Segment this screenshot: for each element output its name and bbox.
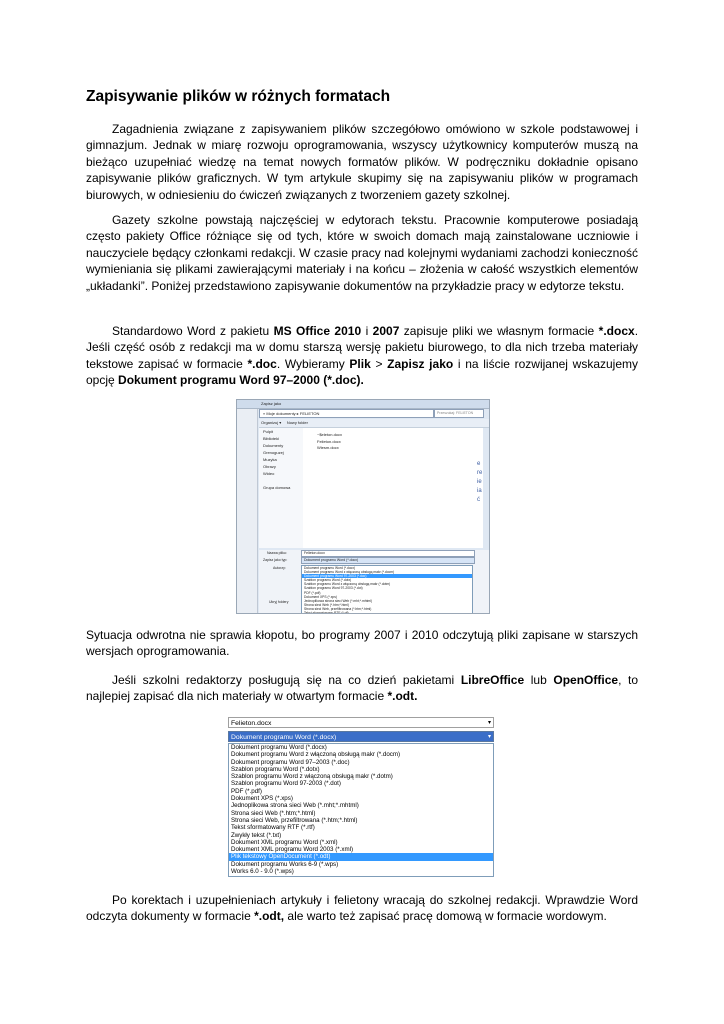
bold-text: 2007 — [372, 324, 400, 338]
format-option[interactable]: Dokument XML programu Word (*.xml) — [231, 838, 338, 846]
format-select-value: Dokument programu Word (*.docx) — [231, 734, 337, 741]
text: Jeśli szkolni redaktorzy posługują się na co dzień pakietami — [112, 673, 461, 687]
save-type-option[interactable]: Jednoplikowa strona sieci Web (*.mht;*.mhtml) — [304, 598, 373, 603]
file-item[interactable]: ~$eleton.docx — [317, 432, 343, 437]
filename-value: Felieton.docx — [231, 720, 272, 727]
text: i na liście rozwijanej wskazujemy opcję — [86, 356, 639, 388]
format-option[interactable]: Works 6.0 - 9.0 (*.wps) — [231, 868, 294, 876]
format-select[interactable] — [228, 731, 494, 742]
document-right-edge — [477, 460, 482, 505]
save-type-label: Zapisz jako typ: — [263, 558, 288, 562]
text: , to najlepiej zapisać dla nich materiały w otwartym formacie — [86, 673, 638, 704]
text: i — [361, 324, 373, 338]
nav-item[interactable]: Muzyka — [263, 457, 277, 462]
save-type-option[interactable]: Szablon programu Word 97-2003 (*.dot) — [304, 586, 363, 591]
save-type-option[interactable]: Tekst sformatowany RTF (*.rtf) — [304, 611, 349, 614]
address-bar[interactable]: « Moje dokumenty ▸ FELIETON — [259, 409, 434, 418]
text: Standardowo Word z pakietu — [112, 324, 274, 338]
nav-item[interactable]: Pulpit — [263, 429, 274, 434]
save-type-option[interactable]: Dokument programu Word 97-2003 (*.doc) — [302, 574, 472, 578]
nav-item[interactable]: Dokumenty — [263, 443, 284, 448]
save-type-option[interactable]: Dokument programu Word (*.docx) — [304, 566, 356, 570]
format-option[interactable]: Szablon programu Word z włączoną obsługą makr (*.dotm) — [231, 773, 393, 781]
paragraph-4: Sytuacja odwrotna nie sprawia kłopotu, bo programy 2007 i 2010 odczytują pliki zapisane w starszych wersjach oprogramowania. — [86, 628, 638, 659]
bold-text: *.odt. — [387, 689, 418, 704]
file-list — [303, 428, 483, 548]
page-title: Zapisywanie plików w różnych formatach — [86, 88, 391, 105]
chevron-down-icon: ▾ — [487, 734, 491, 740]
text: . Jeśli część osób z redakcji ma w domu starszą wersję pakietu biurowego, to dla nich trzeba materiały tekstowe zapisać w formacie — [86, 324, 639, 371]
format-option[interactable]: Zwykły tekst (*.txt) — [231, 831, 282, 839]
text: lub — [524, 673, 554, 687]
save-type-option[interactable]: Szablon programu Word (*.dotx) — [304, 578, 352, 583]
text: ale warto też zapisać pracę domową w formacie wordowym. — [284, 909, 607, 924]
filename-input[interactable]: Felieton.docx — [301, 550, 475, 557]
format-option[interactable]: Szablon programu Word (*.dotx) — [231, 765, 320, 773]
file-item[interactable]: Wiesm.docx — [317, 445, 339, 450]
format-dropdown-screenshot — [226, 715, 498, 878]
bold-text: MS Office 2010 — [273, 324, 362, 338]
bold-text: Zapisz jako — [387, 356, 454, 371]
dialog-toolbar — [259, 419, 490, 428]
file-item[interactable]: Felieton.docx — [317, 438, 341, 444]
save-type-option[interactable]: Strona sieci Web, przefiltrowana (*.htm;*.html) — [304, 606, 372, 611]
hide-folders-button[interactable]: Ukryj foldery — [269, 600, 289, 604]
format-list — [228, 743, 494, 877]
chevron-down-icon: ▾ — [487, 720, 491, 726]
nav-item[interactable]: Biblioteki — [263, 436, 280, 441]
paragraph-5 — [86, 672, 638, 705]
text: zapisuje pliki we własnym formacie — [399, 324, 599, 338]
text: Po korektach i uzupełnieniach artykuły i felietony wracają do szkolnej redakcji. Wprawdzie Word odczyta dokumenty w formacie — [86, 893, 638, 924]
format-option[interactable]: Dokument programu Word 97–2003 (*.doc) — [231, 758, 350, 766]
format-option[interactable]: Szablon programu Word 97-2003 (*.dot) — [231, 780, 341, 788]
format-option[interactable]: Strona sieci Web, przefiltrowana (*.htm;*.html) — [231, 816, 358, 824]
bold-text: *.docx — [598, 324, 635, 338]
authors-label: Autorzy: — [273, 566, 286, 570]
format-option[interactable]: Dokument programu Word (*.docx) — [231, 744, 327, 751]
search-placeholder: Przeszukaj: FELIETON — [437, 411, 474, 415]
bold-text: LibreOffice — [460, 673, 525, 687]
text: e — [477, 461, 481, 467]
paragraph-6 — [86, 892, 638, 925]
paragraph-2: Gazety szkolne powstają najczęściej w edytorach tekstu. Pracownie komputerowe posiadają często pakiety Office różniące się od tych, które w swoich domach mają zainstalowane uczniowie i nauczyciele będący członkami redakcji. W czasie pracy nad kolejnymi wydaniami zachodzi konieczność wymieniania się plikami zawierającymi materiały i na końcu – złożenia w całość wszystkich elementów „układanki”. Poniżej przedstawiono zapisywanie dokumentów na przykładzie pracy w edytorze tekstu. — [86, 213, 638, 293]
text: re — [477, 470, 483, 476]
word-side-panel — [237, 409, 258, 613]
save-type-option[interactable]: Dokument XPS (*.xps) — [304, 594, 337, 599]
search-box[interactable] — [434, 409, 484, 418]
new-folder-button[interactable]: Nowy folder — [286, 420, 308, 425]
format-option[interactable]: Dokument XML programu Word 2003 (*.xml) — [231, 846, 354, 854]
bold-text: OpenOffice — [553, 673, 619, 687]
text: . Wybieramy — [276, 356, 350, 371]
bold-text: Dokument programu Word 97–2000 (*.doc). — [118, 373, 364, 388]
text: ie — [477, 479, 482, 485]
text: ć — [477, 497, 480, 503]
text: > — [370, 356, 388, 371]
save-type-list — [301, 565, 473, 614]
format-option[interactable]: Plik tekstowy OpenDocument (*.odt) — [229, 853, 493, 860]
bold-text: *.odt, — [254, 909, 285, 924]
filename-field[interactable] — [228, 717, 494, 728]
bold-text: *.doc — [247, 356, 277, 371]
format-option[interactable]: Dokument XPS (*.xps) — [231, 795, 293, 803]
nav-item[interactable]: Wideo — [263, 471, 275, 476]
nav-item[interactable]: Grenoguzej — [263, 450, 284, 455]
format-option[interactable]: Dokument programu Works 6-9 (*.wps) — [231, 860, 339, 868]
bold-text: Plik — [349, 356, 371, 371]
save-type-option[interactable]: Dokument programu Word z włączoną obsługą makr (*.docm) — [304, 570, 395, 575]
save-type-option[interactable]: PDF (*.pdf) — [304, 590, 321, 595]
filename-label: Nazwa pliku: — [267, 551, 287, 555]
dialog-title-bar — [237, 400, 489, 409]
format-option[interactable]: Strona sieci Web (*.htm;*.html) — [231, 809, 316, 817]
navigation-pane — [259, 428, 304, 548]
dialog-title: Zapisz jako — [261, 401, 282, 406]
save-type-select[interactable]: Dokument programu Word (*.docx) — [301, 557, 475, 564]
format-option[interactable]: PDF (*.pdf) — [231, 787, 262, 795]
save-type-option[interactable]: Strona sieci Web (*.htm;*.html) — [304, 602, 350, 607]
nav-item[interactable]: Obrazy — [263, 464, 276, 469]
organize-button[interactable]: Organizuj ▾ — [261, 420, 282, 425]
format-option[interactable]: Jednoplikowa strona sieci Web (*.mht;*.mhtml) — [231, 802, 359, 810]
paragraph-3 — [86, 323, 638, 389]
format-option[interactable]: Tekst sformatowany RTF (*.rtf) — [231, 824, 315, 832]
paragraph-1: Zagadnienia związane z zapisywaniem plików szczegółowo omówiono w szkole podstawowej i gimnazjum. Jednak w miarę rozwoju oprogramowania, wszyscy użytkownicy komputerów muszą na bieżąco uzupełniać wiedzę na temat nowych formatów plików. W podręczniku dokładnie opisano zapisywanie plików graficznych. W tym artykule skupimy się na zapisywaniu plików w programach biurowych, w odniesieniu do ćwiczeń związanych z tworzeniem gazety szkolnej. — [86, 122, 638, 202]
text: ia — [477, 488, 482, 494]
save-as-dialog-screenshot — [236, 399, 490, 614]
nav-item[interactable]: Grupa domowa — [263, 485, 291, 490]
format-option[interactable]: Dokument programu Word z włączoną obsługą makr (*.docm) — [231, 751, 401, 759]
save-type-option[interactable]: Szablon programu Word z włączoną obsługą makr (*.dotm) — [304, 582, 391, 587]
